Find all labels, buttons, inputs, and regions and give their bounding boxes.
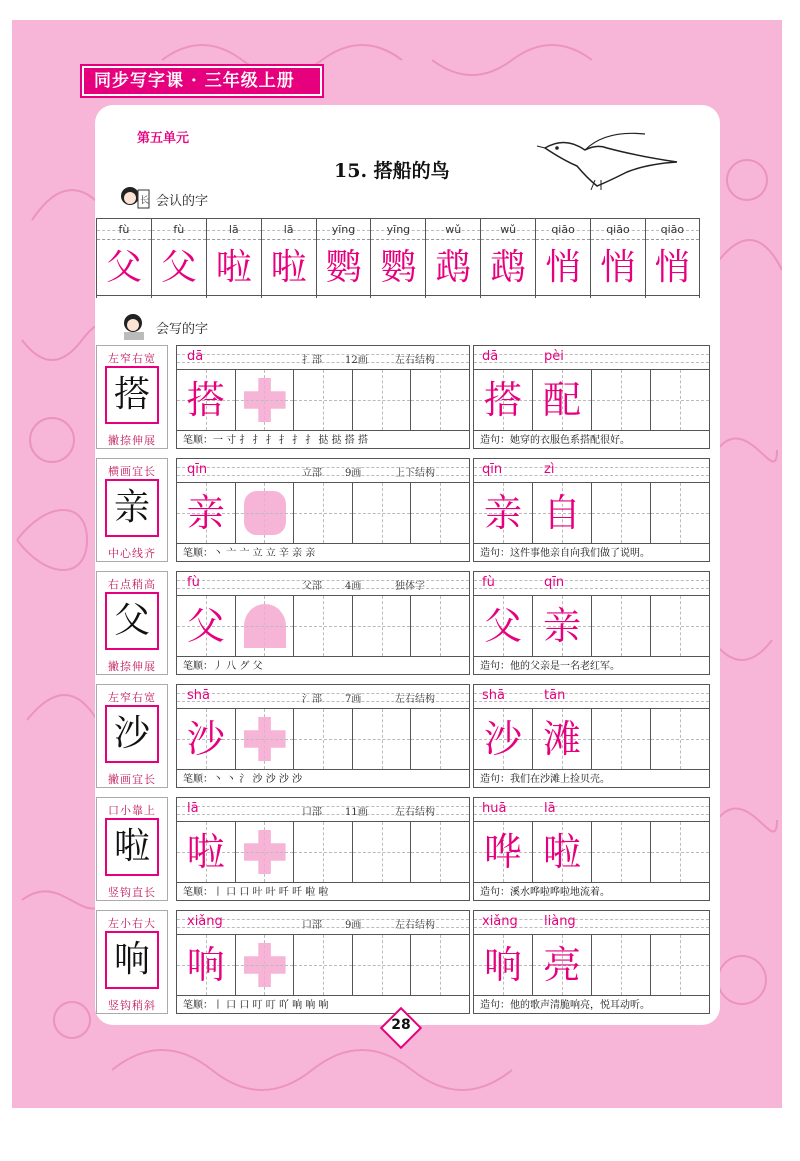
write-cell[interactable] (353, 935, 412, 995)
radical: 氵部 (302, 694, 322, 705)
radical: 口部 (302, 920, 322, 931)
word-grid (473, 684, 710, 788)
hint-cell[interactable] (236, 709, 295, 769)
lesson-title: 15. 搭船的鸟 (334, 160, 450, 182)
recognize-cell (645, 218, 700, 298)
char-pinyin: xiǎng (187, 914, 223, 929)
recognize-char: 啦 (207, 240, 261, 296)
word-pinyin-1: xiǎng (482, 914, 518, 929)
recognize-pinyin: qiāo (536, 218, 590, 240)
word-cell[interactable] (474, 822, 533, 882)
trace-char: 亲 (186, 491, 225, 535)
shape-hint (244, 830, 286, 874)
word-cell[interactable] (651, 822, 709, 882)
sentence: 溪水哗啦哗啦地流着。 (510, 887, 610, 898)
word-cell[interactable] (474, 709, 533, 769)
write-row (96, 345, 710, 449)
word-cell[interactable] (651, 596, 709, 656)
recognize-char: 鹉 (481, 240, 535, 296)
word-cell[interactable] (474, 596, 533, 656)
write-cell[interactable] (294, 370, 353, 430)
structure: 上下结构 (395, 468, 435, 479)
char-pinyin: shā (187, 688, 210, 703)
word-pinyin-1: qīn (482, 462, 503, 477)
stroke-count: 4画 (345, 581, 362, 592)
tip-bottom: 竖钩直长 (108, 886, 156, 899)
recognize-cell (590, 218, 645, 298)
write-row (96, 797, 710, 901)
word-grid (473, 458, 710, 562)
structure: 左右结构 (395, 355, 435, 366)
stroke-order-line: 笔顺：丨 口 口 叶 叶 吀 吀 啦 啦 (177, 882, 469, 902)
word-char-1: 搭 (483, 378, 522, 422)
trace-cell[interactable] (177, 483, 236, 543)
recognize-cell (96, 218, 151, 298)
word-cell[interactable] (474, 935, 533, 995)
word-char-1: 哗 (483, 830, 522, 874)
word-char-1: 亲 (483, 491, 522, 535)
recognize-char: 悄 (646, 240, 699, 296)
write-cell[interactable] (411, 822, 469, 882)
word-grid (473, 571, 710, 675)
word-cell[interactable] (651, 709, 709, 769)
word-char-2: 自 (542, 491, 581, 535)
tip-bottom: 撇画宜长 (108, 773, 156, 786)
pinyin-band (177, 572, 469, 596)
word-char-2: 亲 (542, 604, 581, 648)
practice-grid (176, 910, 470, 1014)
write-cell[interactable] (353, 709, 412, 769)
sentence-line: 造句：他的歌声清脆响亮，悦耳动听。 (474, 995, 709, 1015)
practice-grid (176, 345, 470, 449)
radical: 父部 (302, 581, 322, 592)
write-cell[interactable] (294, 596, 353, 656)
recognize-section-header (118, 184, 208, 214)
trace-cell[interactable] (177, 709, 236, 769)
recognize-pinyin: fù (97, 218, 151, 240)
word-cell[interactable] (592, 935, 651, 995)
word-pinyin-1: dā (482, 349, 499, 364)
structure: 独体字 (395, 581, 425, 592)
recognize-pinyin: wǔ (481, 218, 535, 240)
word-char-2: 滩 (542, 717, 581, 761)
sentence-line: 造句：溪水哗啦哗啦地流着。 (474, 882, 709, 902)
trace-cell[interactable] (177, 822, 236, 882)
recognize-cell (151, 218, 206, 298)
recognize-cell (535, 218, 590, 298)
write-cell[interactable] (294, 709, 353, 769)
recognize-char: 鹦 (371, 240, 425, 296)
structure: 左右结构 (395, 920, 435, 931)
word-char-1: 沙 (483, 717, 522, 761)
write-cell[interactable] (353, 370, 412, 430)
recognize-pinyin: lā (207, 218, 261, 240)
word-cell[interactable] (651, 483, 709, 543)
word-grid (473, 345, 710, 449)
radical: 立部 (302, 468, 322, 479)
recognize-char: 悄 (591, 240, 645, 296)
practice-grid (176, 571, 470, 675)
model-char: 响 (105, 931, 159, 989)
stroke-order-line: 笔顺：丿 八 グ 父 (177, 656, 469, 676)
write-row (96, 910, 710, 1014)
stroke-count: 12画 (345, 355, 368, 366)
tip-bottom: 竖钩稍斜 (108, 999, 156, 1012)
word-cell[interactable] (533, 596, 592, 656)
hint-cell[interactable] (236, 935, 295, 995)
write-cell[interactable] (294, 483, 353, 543)
write-section-header (118, 312, 208, 342)
pinyin-band (474, 459, 709, 483)
shape-hint (244, 717, 286, 761)
sentence: 我们在沙滩上捡贝壳。 (510, 774, 610, 785)
write-cell[interactable] (353, 483, 412, 543)
shape-hint (244, 604, 286, 648)
sentence-line: 造句：她穿的衣服色系搭配很好。 (474, 430, 709, 450)
practice-grid (176, 684, 470, 788)
word-cell[interactable] (474, 483, 533, 543)
model-char-box (96, 910, 168, 1014)
hint-cell[interactable] (236, 596, 295, 656)
stroke-count: 7画 (345, 694, 362, 705)
recognize-pinyin: yīng (371, 218, 425, 240)
char-pinyin: lā (187, 801, 199, 816)
tip-top: 横画宜长 (108, 465, 156, 478)
recognize-pinyin: qiāo (591, 218, 645, 240)
word-cell[interactable] (533, 822, 592, 882)
stroke-order-line: 笔顺：丨 口 口 叮 叮 吖 响 响 响 (177, 995, 469, 1015)
word-pinyin-1: shā (482, 688, 505, 703)
stroke-count: 9画 (345, 920, 362, 931)
tip-bottom: 撇捺伸展 (108, 660, 156, 673)
word-cell[interactable] (533, 483, 592, 543)
recognize-cell (480, 218, 535, 298)
model-char: 父 (105, 592, 159, 650)
char-pinyin: qīn (187, 462, 208, 477)
recognize-char: 鹦 (317, 240, 371, 296)
write-cell[interactable] (353, 596, 412, 656)
stroke-order-line: 笔顺：丶 亠 亠 立 立 辛 亲 亲 (177, 543, 469, 563)
word-char-1: 父 (483, 604, 522, 648)
trace-char: 父 (186, 604, 225, 648)
model-char-box (96, 684, 168, 788)
recognize-pinyin: lā (262, 218, 316, 240)
structure: 左右结构 (395, 694, 435, 705)
tip-top: 左小右大 (108, 917, 156, 930)
word-char-1: 响 (483, 943, 522, 987)
word-pinyin-1: fù (482, 575, 495, 590)
recognize-pinyin: wǔ (426, 218, 480, 240)
write-cell[interactable] (411, 709, 469, 769)
write-cell[interactable] (411, 596, 469, 656)
word-pinyin-1: huā (482, 801, 507, 816)
recognize-char: 父 (97, 240, 151, 296)
write-cell[interactable] (294, 935, 353, 995)
practice-grid (176, 797, 470, 901)
word-cell[interactable] (533, 709, 592, 769)
tip-top: 左窄右宽 (108, 691, 156, 704)
word-pinyin-2: tān (544, 688, 566, 703)
sentence: 她穿的衣服色系搭配很好。 (510, 435, 630, 446)
student-icon (118, 312, 150, 342)
book-banner: 同步写字课 · 三年级上册 (82, 66, 322, 96)
stroke-count: 11画 (345, 807, 368, 818)
tip-top: 左窄右宽 (108, 352, 156, 365)
word-pinyin-2: pèi (544, 349, 564, 364)
recognize-pinyin: yīng (317, 218, 371, 240)
word-pinyin-2: qīn (544, 575, 565, 590)
write-cell[interactable] (353, 822, 412, 882)
recognize-char: 父 (152, 240, 206, 296)
trace-char: 啦 (186, 830, 225, 874)
word-pinyin-2: lā (544, 801, 556, 816)
word-cell[interactable] (592, 596, 651, 656)
pinyin-band (474, 572, 709, 596)
recognize-label: 会认的字 (156, 193, 209, 209)
sentence: 这件事他亲自向我们做了说明。 (510, 548, 650, 559)
svg-text:长: 长 (140, 196, 150, 206)
hint-cell[interactable] (236, 483, 295, 543)
radical: 口部 (302, 807, 322, 818)
model-char-box (96, 797, 168, 901)
write-row (96, 684, 710, 788)
recognize-cell (316, 218, 371, 298)
word-cell[interactable] (592, 483, 651, 543)
tip-top: 口小靠上 (108, 804, 156, 817)
recognize-pinyin: fù (152, 218, 206, 240)
word-cell[interactable] (651, 370, 709, 430)
write-cell[interactable] (411, 483, 469, 543)
model-char-box (96, 571, 168, 675)
hint-cell[interactable] (236, 370, 295, 430)
trace-char: 响 (186, 943, 225, 987)
recognize-cell (425, 218, 480, 298)
recognize-char: 悄 (536, 240, 590, 296)
stroke-order-line: 笔顺：一 寸 扌 扌 扌 扌 扌 扌 挞 挞 搭 搭 (177, 430, 469, 450)
trace-cell[interactable] (177, 370, 236, 430)
stroke-order: 丨 口 口 叮 叮 吖 响 响 响 (213, 1000, 329, 1011)
shape-hint (244, 491, 286, 535)
stroke-order: 丶 亠 亠 立 立 辛 亲 亲 (213, 548, 316, 559)
word-pinyin-2: zì (544, 462, 555, 477)
word-pinyin-2: liàng (544, 914, 576, 929)
practice-grid (176, 458, 470, 562)
hint-cell[interactable] (236, 822, 295, 882)
page-number: 28 (391, 1017, 411, 1033)
sentence-line: 造句：他的父亲是一名老红军。 (474, 656, 709, 676)
tip-bottom: 撇捺伸展 (108, 434, 156, 447)
word-cell[interactable] (592, 370, 651, 430)
model-char: 亲 (105, 479, 159, 537)
word-grid (473, 910, 710, 1014)
char-pinyin: dā (187, 349, 204, 364)
recognize-cell (206, 218, 261, 298)
sentence: 他的父亲是一名老红军。 (510, 661, 620, 672)
model-char-box (96, 458, 168, 562)
word-cell[interactable] (651, 935, 709, 995)
stroke-count: 9画 (345, 468, 362, 479)
write-label: 会写的字 (156, 321, 209, 337)
structure: 左右结构 (395, 807, 435, 818)
stroke-order-line: 笔顺：丶 丶 氵 沙 沙 沙 沙 (177, 769, 469, 789)
word-char-2: 亮 (542, 943, 581, 987)
sentence: 他的歌声清脆响亮，悦耳动听。 (510, 1000, 650, 1011)
pinyin-band (474, 346, 709, 370)
word-char-2: 配 (542, 378, 581, 422)
sentence-line: 造句：这件事他亲自向我们做了说明。 (474, 543, 709, 563)
write-row (96, 458, 710, 562)
radical: 扌部 (302, 355, 322, 366)
recognize-char: 啦 (262, 240, 316, 296)
recognize-grid (96, 218, 700, 298)
char-pinyin: fù (187, 575, 200, 590)
sentence-line: 造句：我们在沙滩上捡贝壳。 (474, 769, 709, 789)
recognize-pinyin: qiāo (646, 218, 699, 240)
tip-top: 右点稍高 (108, 578, 156, 591)
student-icon (118, 184, 150, 214)
model-char: 啦 (105, 818, 159, 876)
unit-label: 第五单元 (137, 131, 190, 146)
word-cell[interactable] (474, 370, 533, 430)
bird-illustration (535, 128, 695, 198)
tip-bottom: 中心线齐 (108, 547, 156, 560)
write-cell[interactable] (411, 370, 469, 430)
trace-char: 沙 (186, 717, 225, 761)
word-char-2: 啦 (542, 830, 581, 874)
stroke-order: 丨 口 口 叶 叶 吀 吀 啦 啦 (213, 887, 329, 898)
word-cell[interactable] (533, 935, 592, 995)
model-char: 沙 (105, 705, 159, 763)
recognize-cell (370, 218, 425, 298)
pinyin-band (474, 798, 709, 822)
stroke-order: 一 寸 扌 扌 扌 扌 扌 扌 挞 挞 搭 搭 (213, 435, 368, 446)
word-cell[interactable] (533, 370, 592, 430)
model-char-box (96, 345, 168, 449)
pinyin-band (474, 685, 709, 709)
write-cell[interactable] (411, 935, 469, 995)
stroke-order: 丶 丶 氵 沙 沙 沙 沙 (213, 774, 303, 785)
word-grid (473, 797, 710, 901)
shape-hint (244, 378, 286, 422)
recognize-char: 鹉 (426, 240, 480, 296)
word-cell[interactable] (592, 709, 651, 769)
stroke-order: 丿 八 グ 父 (213, 661, 263, 672)
recognize-cell (261, 218, 316, 298)
trace-char: 搭 (186, 378, 225, 422)
trace-cell[interactable] (177, 935, 236, 995)
word-cell[interactable] (592, 822, 651, 882)
write-row (96, 571, 710, 675)
write-cell[interactable] (294, 822, 353, 882)
model-char: 搭 (105, 366, 159, 424)
shape-hint (244, 943, 286, 987)
trace-cell[interactable] (177, 596, 236, 656)
